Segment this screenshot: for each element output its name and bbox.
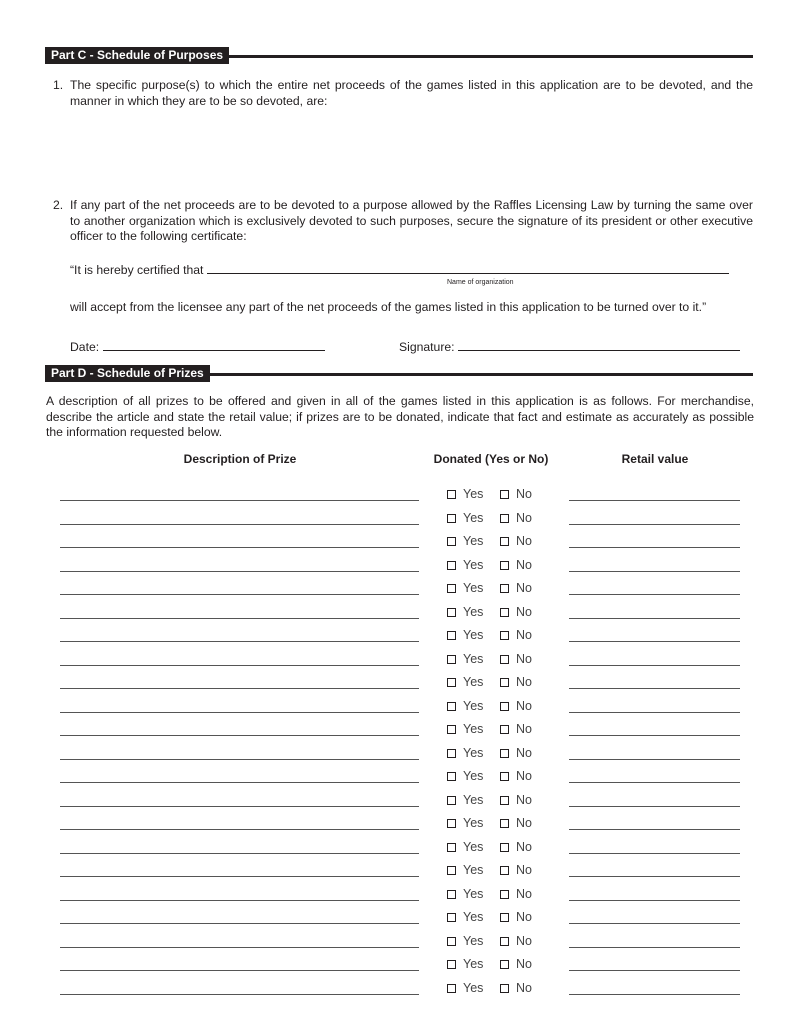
donated-no-checkbox[interactable] (500, 631, 509, 640)
no-label: No (516, 604, 532, 619)
retail-value-field[interactable] (569, 923, 740, 924)
item-2-number: 2. (53, 198, 64, 212)
prize-description-field[interactable] (60, 735, 419, 736)
prize-description-field[interactable] (60, 782, 419, 783)
yes-label: Yes (463, 581, 484, 595)
signature-label: Signature: (399, 340, 455, 354)
no-label: No (516, 839, 532, 854)
prize-description-field[interactable] (60, 829, 419, 830)
retail-value-field[interactable] (569, 853, 740, 854)
no-label: No (516, 510, 532, 525)
prize-row (0, 770, 800, 790)
retail-value-field[interactable] (569, 782, 740, 783)
prize-description-field[interactable] (60, 994, 419, 995)
retail-value-field[interactable] (569, 994, 740, 995)
no-label: No (516, 722, 532, 736)
donated-yes-checkbox[interactable] (447, 866, 456, 875)
no-label: No (516, 651, 532, 666)
donated-no-checkbox[interactable] (500, 514, 509, 523)
donated-yes-checkbox[interactable] (447, 490, 456, 499)
donated-yes-checkbox[interactable] (447, 561, 456, 570)
retail-value-field[interactable] (569, 735, 740, 736)
yes-label: Yes (463, 510, 484, 525)
donated-no-checkbox[interactable] (500, 725, 509, 734)
retail-value-field[interactable] (569, 947, 740, 948)
donated-no-checkbox[interactable] (500, 796, 509, 805)
yes-label: Yes (463, 557, 484, 572)
donated-no-checkbox[interactable] (500, 866, 509, 875)
no-label: No (516, 910, 532, 924)
donated-no-checkbox[interactable] (500, 537, 509, 546)
prize-description-field[interactable] (60, 853, 419, 854)
donated-yes-checkbox[interactable] (447, 725, 456, 734)
retail-value-field[interactable] (569, 500, 740, 501)
retail-value-field[interactable] (569, 900, 740, 901)
certified-label: “It is hereby certified that (70, 263, 204, 277)
donated-yes-checkbox[interactable] (447, 937, 456, 946)
prize-row (0, 864, 800, 884)
prize-row (0, 747, 800, 767)
accept-text: will accept from the licensee any part of the net proceeds of the games listed in this application to be turned over to it.” (70, 300, 707, 314)
column-donated: Donated (Yes or No) (433, 452, 549, 466)
donated-no-checkbox[interactable] (500, 490, 509, 499)
no-label: No (516, 675, 532, 689)
retail-value-field[interactable] (569, 829, 740, 830)
donated-no-checkbox[interactable] (500, 890, 509, 899)
no-label: No (516, 745, 532, 760)
no-label: No (516, 886, 532, 901)
prize-description-field[interactable] (60, 618, 419, 619)
prize-description-field[interactable] (60, 947, 419, 948)
prize-description-field[interactable] (60, 806, 419, 807)
prize-description-field[interactable] (60, 571, 419, 572)
yes-label: Yes (463, 839, 484, 854)
donated-no-checkbox[interactable] (500, 561, 509, 570)
prize-row (0, 512, 800, 532)
prize-row (0, 794, 800, 814)
donated-yes-checkbox[interactable] (447, 655, 456, 664)
donated-yes-checkbox[interactable] (447, 772, 456, 781)
item-2-text: If any part of the net proceeds are to be devoted to a purpose allowed by the Raffles Licensing Law by turning the same over to another organization which is exclusively devoted to such purposes, secure the signature of its president or other executive officer to the following certificate: (70, 198, 753, 244)
prize-row (0, 488, 800, 508)
donated-yes-checkbox[interactable] (447, 514, 456, 523)
no-label: No (516, 863, 532, 877)
retail-value-field[interactable] (569, 688, 740, 689)
donated-yes-checkbox[interactable] (447, 890, 456, 899)
prize-description-field[interactable] (60, 970, 419, 971)
yes-label: Yes (463, 792, 484, 807)
prize-description-field[interactable] (60, 500, 419, 501)
part-c-title: Part C - Schedule of Purposes (45, 47, 229, 64)
prize-row (0, 700, 800, 720)
prize-description-field[interactable] (60, 688, 419, 689)
yes-label: Yes (463, 698, 484, 713)
no-label: No (516, 557, 532, 572)
donated-yes-checkbox[interactable] (447, 960, 456, 969)
donated-yes-checkbox[interactable] (447, 749, 456, 758)
no-label: No (516, 534, 532, 548)
no-label: No (516, 628, 532, 642)
yes-label: Yes (463, 604, 484, 619)
yes-label: Yes (463, 980, 484, 995)
prize-description-field[interactable] (60, 900, 419, 901)
prize-description-field[interactable] (60, 547, 419, 548)
donated-yes-checkbox[interactable] (447, 631, 456, 640)
yes-label: Yes (463, 769, 484, 783)
yes-label: Yes (463, 651, 484, 666)
prize-row (0, 723, 800, 743)
donated-yes-checkbox[interactable] (447, 608, 456, 617)
no-label: No (516, 769, 532, 783)
donated-yes-checkbox[interactable] (447, 702, 456, 711)
prize-row (0, 535, 800, 555)
prize-description-field[interactable] (60, 594, 419, 595)
retail-value-field[interactable] (569, 594, 740, 595)
prize-description-field[interactable] (60, 524, 419, 525)
donated-yes-checkbox[interactable] (447, 819, 456, 828)
date-row (70, 339, 325, 354)
date-field[interactable] (103, 339, 325, 351)
no-label: No (516, 957, 532, 971)
no-label: No (516, 980, 532, 995)
yes-label: Yes (463, 675, 484, 689)
yes-label: Yes (463, 957, 484, 971)
signature-row (399, 339, 740, 354)
signature-field[interactable] (458, 339, 740, 351)
prize-row (0, 935, 800, 955)
item-1-text: The specific purpose(s) to which the entire net proceeds of the games listed in this application are to be devoted, and the manner in which they are to be so devoted, are: (70, 78, 753, 108)
no-label: No (516, 792, 532, 807)
prize-description-field[interactable] (60, 876, 419, 877)
prize-row (0, 559, 800, 579)
donated-no-checkbox[interactable] (500, 678, 509, 687)
prize-description-field[interactable] (60, 712, 419, 713)
prize-description-field[interactable] (60, 665, 419, 666)
retail-value-field[interactable] (569, 547, 740, 548)
prize-row (0, 911, 800, 931)
no-label: No (516, 698, 532, 713)
part-c-header (45, 47, 753, 64)
yes-label: Yes (463, 534, 484, 548)
donated-no-checkbox[interactable] (500, 913, 509, 922)
prize-row (0, 982, 800, 1002)
column-description: Description of Prize (183, 452, 297, 466)
part-d-title: Part D - Schedule of Prizes (45, 365, 210, 382)
donated-no-checkbox[interactable] (500, 584, 509, 593)
prize-description-field[interactable] (60, 759, 419, 760)
organization-caption: Name of organization (447, 279, 514, 286)
prize-row (0, 888, 800, 908)
organization-name-field[interactable] (207, 262, 729, 274)
yes-label: Yes (463, 863, 484, 877)
donated-yes-checkbox[interactable] (447, 584, 456, 593)
prize-row (0, 676, 800, 696)
retail-value-field[interactable] (569, 571, 740, 572)
yes-label: Yes (463, 487, 484, 501)
retail-value-field[interactable] (569, 970, 740, 971)
donated-no-checkbox[interactable] (500, 608, 509, 617)
donated-yes-checkbox[interactable] (447, 913, 456, 922)
donated-yes-checkbox[interactable] (447, 537, 456, 546)
column-retail: Retail value (621, 452, 689, 466)
donated-no-checkbox[interactable] (500, 772, 509, 781)
no-label: No (516, 487, 532, 501)
prize-row (0, 841, 800, 861)
prize-row (0, 582, 800, 602)
yes-label: Yes (463, 933, 484, 948)
yes-label: Yes (463, 722, 484, 736)
prize-row (0, 958, 800, 978)
prize-description-field[interactable] (60, 641, 419, 642)
donated-no-checkbox[interactable] (500, 655, 509, 664)
prize-row (0, 653, 800, 673)
part-d-header (45, 365, 753, 382)
part-d-intro: A description of all prizes to be offered and given in all of the games listed in this application is as follows. For merchandise, describe the article and state the retail value; if prizes are to be donated, indicate that fact and estimate as accurately as possible the information requested below. (46, 394, 754, 440)
yes-label: Yes (463, 816, 484, 830)
donated-no-checkbox[interactable] (500, 937, 509, 946)
yes-label: Yes (463, 886, 484, 901)
prize-row (0, 817, 800, 837)
no-label: No (516, 816, 532, 830)
yes-label: Yes (463, 628, 484, 642)
donated-no-checkbox[interactable] (500, 984, 509, 993)
retail-value-field[interactable] (569, 806, 740, 807)
prize-description-field[interactable] (60, 923, 419, 924)
donated-yes-checkbox[interactable] (447, 796, 456, 805)
retail-value-field[interactable] (569, 641, 740, 642)
retail-value-field[interactable] (569, 712, 740, 713)
donated-no-checkbox[interactable] (500, 843, 509, 852)
certificate-line (70, 262, 729, 277)
yes-label: Yes (463, 910, 484, 924)
no-label: No (516, 581, 532, 595)
retail-value-field[interactable] (569, 524, 740, 525)
yes-label: Yes (463, 745, 484, 760)
donated-no-checkbox[interactable] (500, 749, 509, 758)
donated-yes-checkbox[interactable] (447, 984, 456, 993)
header-rule (229, 55, 753, 58)
donated-no-checkbox[interactable] (500, 819, 509, 828)
retail-value-field[interactable] (569, 759, 740, 760)
header-rule (210, 373, 753, 376)
no-label: No (516, 933, 532, 948)
prize-row (0, 606, 800, 626)
donated-yes-checkbox[interactable] (447, 843, 456, 852)
retail-value-field[interactable] (569, 665, 740, 666)
prize-row (0, 629, 800, 649)
retail-value-field[interactable] (569, 618, 740, 619)
retail-value-field[interactable] (569, 876, 740, 877)
item-1-number: 1. (53, 78, 64, 92)
donated-no-checkbox[interactable] (500, 702, 509, 711)
date-label: Date: (70, 340, 100, 354)
donated-no-checkbox[interactable] (500, 960, 509, 969)
donated-yes-checkbox[interactable] (447, 678, 456, 687)
